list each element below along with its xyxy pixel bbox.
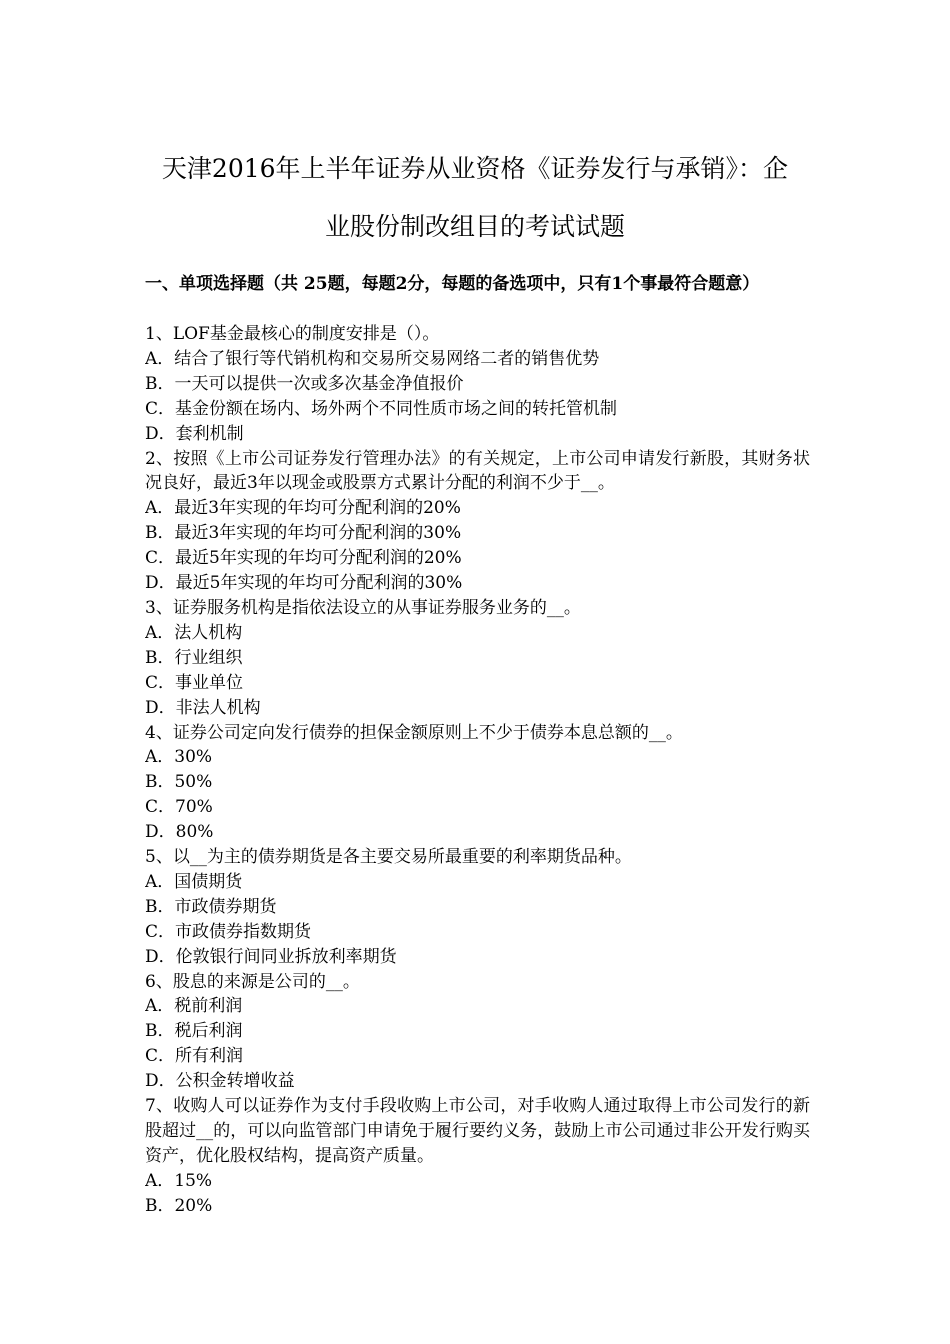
question-option: C．最近5年实现的年均可分配利润的20% [145,548,462,569]
question-option: D．套利机制 [145,423,244,444]
title-line-2: 业股份制改组目的考试试题 [324,212,625,241]
question-stem: 4、证券公司定向发行债券的担保金额原则上不少于债券本息总额的__。 [145,722,683,743]
question-option: B．20% [145,1195,213,1216]
question-option: C．70% [145,797,213,818]
question-option: D．80% [145,822,214,843]
question-option: A．国债期货 [145,871,243,892]
question-stem: 3、证券服务机构是指依法设立的从事证券服务业务的__。 [145,597,581,618]
question-option: B．50% [145,772,213,793]
question-list [145,322,810,1219]
question-option: A．结合了银行等代销机构和交易所交易网络二者的销售优势 [145,348,600,369]
question-option: A．最近3年实现的年均可分配利润的20% [145,498,461,519]
question-option: B．市政债券期货 [145,896,277,917]
question-stem: 6、股息的来源是公司的__。 [145,971,360,992]
question-option: B．一天可以提供一次或多次基金净值报价 [145,373,464,394]
question-stem: 7、收购人可以证券作为支付手段收购上市公司，对手收购人通过取得上市公司发行的新股超过__的，可以向监管部门申请免于履行要约义务，鼓励上市公司通过非公开发行购买资产，优化股权结构，提高资产质量。 [145,1096,810,1166]
question-option: D．公积金转增收益 [145,1071,295,1092]
section-heading: 一、单项选择题（共 25题，每题2分，每题的备选项中，只有1个事最符合题意） [145,274,760,294]
question-option: A．法人机构 [145,622,243,643]
question-option: A．30% [145,747,213,768]
title-line-1: 天津2016年上半年证券从业资格《证券发行与承销》：企 [161,154,789,183]
question-option: B．最近3年实现的年均可分配利润的30% [145,523,462,544]
question-option: C．市政债券指数期货 [145,921,312,942]
question-stem: 5、以__为主的债券期货是各主要交易所最重要的利率期货品种。 [145,847,632,868]
question-option: C．基金份额在场内、场外两个不同性质市场之间的转托管机制 [145,398,618,419]
question-option: D．最近5年实现的年均可分配利润的30% [145,573,463,594]
document-title [120,140,830,256]
question-stem: 2、按照《上市公司证券发行管理办法》的有关规定，上市公司申请发行新股，其财务状况良好，最近3年以现金或股票方式累计分配的利润不少于__。 [145,448,810,494]
question-option: A．15% [145,1170,213,1191]
question-option: C．事业单位 [145,672,244,693]
question-option: B．行业组织 [145,647,243,668]
question-option: B．税后利润 [145,1021,243,1042]
question-option: C．所有利润 [145,1046,244,1067]
question-option: A．税前利润 [145,996,243,1017]
question-option: D．伦敦银行间同业拆放利率期货 [145,946,397,967]
question-option: D．非法人机构 [145,697,261,718]
question-stem: 1、LOF基金最核心的制度安排是（）。 [145,324,440,344]
